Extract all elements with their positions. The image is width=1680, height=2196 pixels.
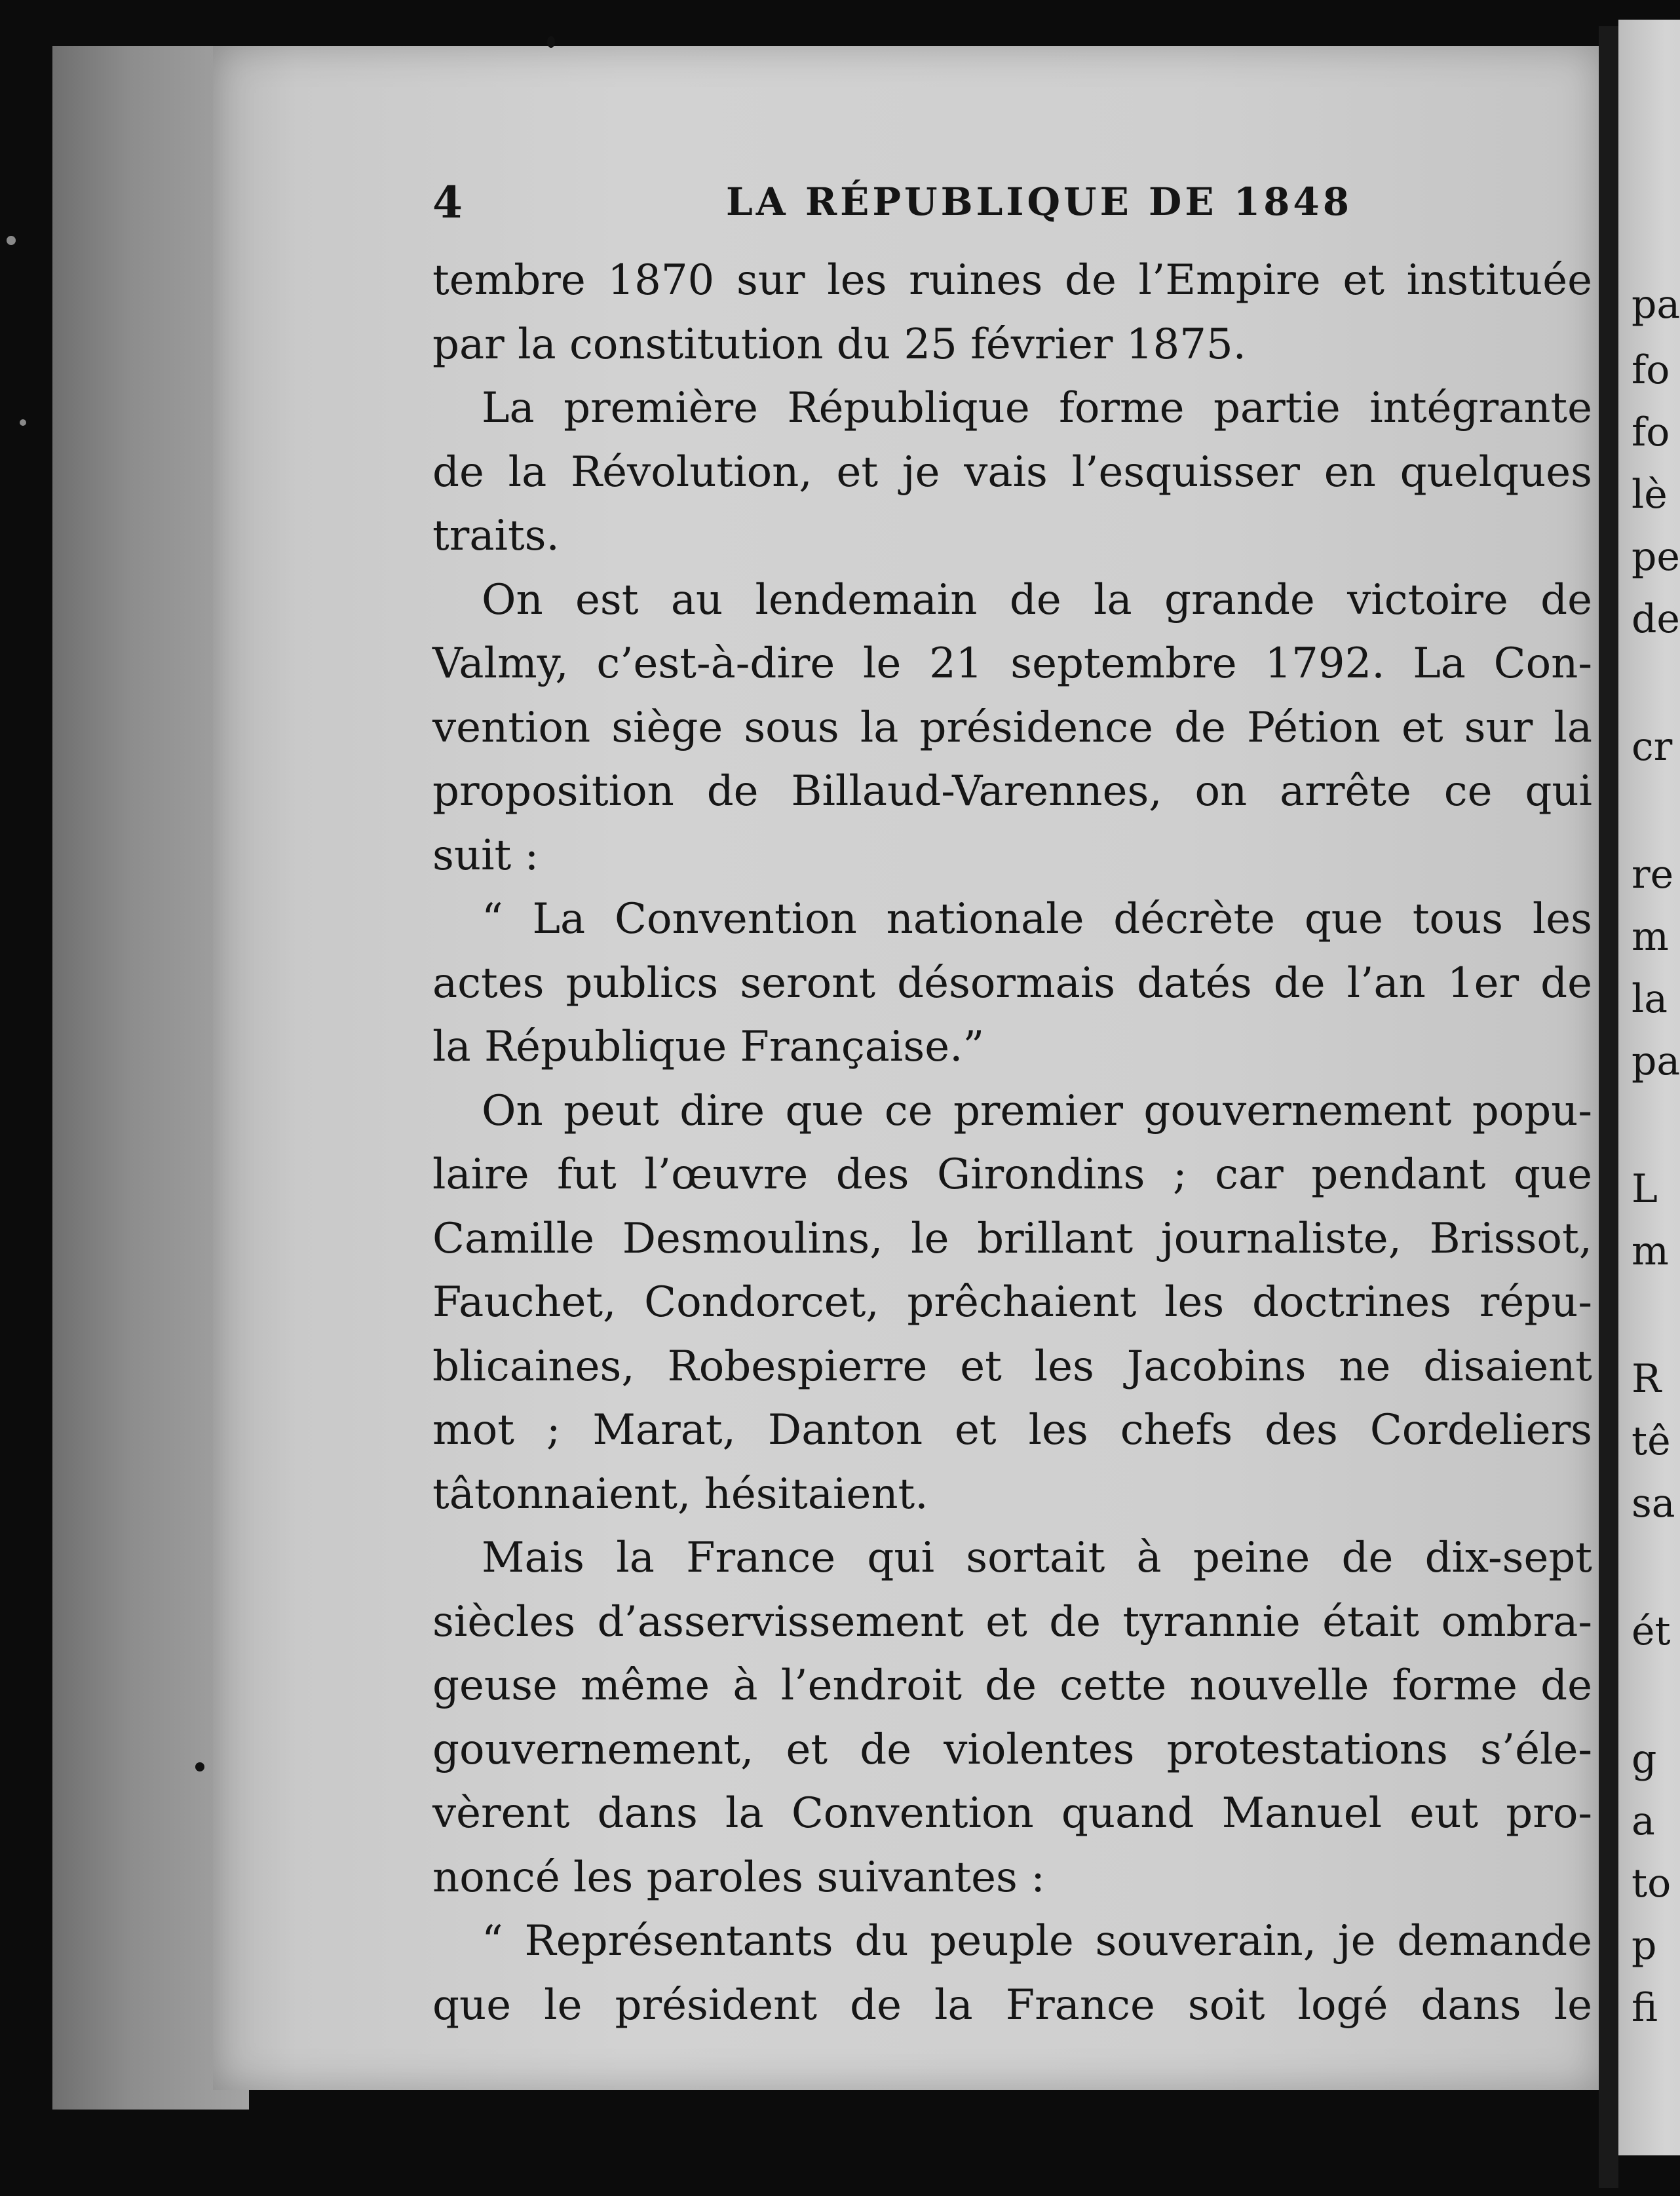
- fragment-text: m: [1632, 914, 1669, 960]
- text-line: la République Française.”: [432, 1023, 985, 1071]
- fragment-text: la: [1632, 976, 1668, 1022]
- text-line: proposition de Billaud-Varennes, on arrête ce qui: [432, 767, 1592, 816]
- page-number: 4: [432, 177, 463, 228]
- text-line: traits.: [432, 512, 560, 560]
- ink-speck: [20, 419, 26, 426]
- fragment-text: to: [1632, 1861, 1671, 1906]
- text-line: Camille Desmoulins, le brillant journaliste, Brissot,: [432, 1214, 1592, 1263]
- ink-speck: [547, 36, 555, 48]
- fragment-text: L: [1632, 1166, 1658, 1212]
- fragment-text: pe: [1632, 534, 1680, 580]
- text-line: vèrent dans la Convention quand Manuel eut pro-: [432, 1789, 1592, 1838]
- fragment-text: lè: [1632, 472, 1668, 518]
- fragment-text: a: [1632, 1798, 1655, 1844]
- fragment-text: fo: [1632, 347, 1670, 393]
- text-line: Valmy, c’est-à-dire le 21 septembre 1792. La Con-: [432, 639, 1592, 688]
- text-line: On est au lendemain de la grande victoire de: [482, 575, 1592, 624]
- text-line: de la Révolution, et je vais l’esquisser en quelques: [432, 447, 1592, 497]
- text-line: que le président de la France soit logé dans le: [432, 1980, 1592, 2030]
- fragment-text: p: [1632, 1923, 1657, 1969]
- fragment-text: tê: [1632, 1418, 1671, 1464]
- running-title: LA RÉPUBLIQUE DE 1848: [726, 180, 1353, 224]
- text-line: vention siège sous la présidence de Pétion et sur la: [432, 703, 1592, 752]
- text-line: geuse même à l’endroit de cette nouvelle forme de: [432, 1661, 1592, 1710]
- text-line: Fauchet, Condorcet, prêchaient les doctrines répu-: [432, 1278, 1592, 1327]
- fragment-text: pa: [1632, 282, 1680, 328]
- text-line: laire fut l’œuvre des Girondins ; car pendant que: [432, 1150, 1592, 1199]
- text-line: “ Représentants du peuple souverain, je demande: [482, 1917, 1592, 1965]
- fragment-text: g: [1632, 1736, 1657, 1782]
- text-line: suit :: [432, 831, 539, 880]
- page-header: [432, 177, 1353, 236]
- text-line: La première République forme partie intégrante: [482, 384, 1592, 432]
- text-line: noncé les paroles suivantes :: [432, 1853, 1045, 1902]
- ink-speck: [195, 1762, 204, 1771]
- facing-page-text: [1632, 0, 1680, 2196]
- page-gutter: [1599, 26, 1618, 2188]
- ink-speck: [7, 236, 16, 245]
- text-line: siècles d’asservissement et de tyrannie était ombra-: [432, 1597, 1592, 1646]
- text-line: tâtonnaient, hésitaient.: [432, 1469, 928, 1519]
- fragment-text: cr: [1632, 724, 1673, 770]
- text-line: par la constitution du 25 février 1875.: [432, 320, 1246, 369]
- fragment-text: re: [1632, 852, 1674, 898]
- fragment-text: fi: [1632, 1985, 1658, 2031]
- text-line: On peut dire que ce premier gouvernement popu-: [482, 1086, 1592, 1135]
- fragment-text: R: [1632, 1356, 1662, 1402]
- fragment-text: de: [1632, 596, 1680, 642]
- body-text: [432, 249, 1592, 2037]
- text-line: gouvernement, et de violentes protestations s’éle-: [432, 1725, 1592, 1774]
- text-line: actes publics seront désormais datés de l’an 1er de: [432, 958, 1592, 1008]
- text-line: “ La Convention nationale décrète que tous les: [482, 895, 1592, 943]
- fragment-text: fo: [1632, 409, 1670, 455]
- fragment-text: m: [1632, 1228, 1669, 1274]
- text-line: tembre 1870 sur les ruines de l’Empire et instituée: [432, 256, 1592, 305]
- fragment-text: ét: [1632, 1608, 1671, 1654]
- text-line: blicaines, Robespierre et les Jacobins ne disaient: [432, 1342, 1592, 1391]
- text-line: mot ; Marat, Danton et les chefs des Cordeliers: [432, 1406, 1592, 1454]
- text-line: Mais la France qui sortait à peine de dix-sept: [482, 1534, 1592, 1582]
- fragment-text: pa: [1632, 1038, 1680, 1084]
- fragment-text: sa: [1632, 1481, 1675, 1526]
